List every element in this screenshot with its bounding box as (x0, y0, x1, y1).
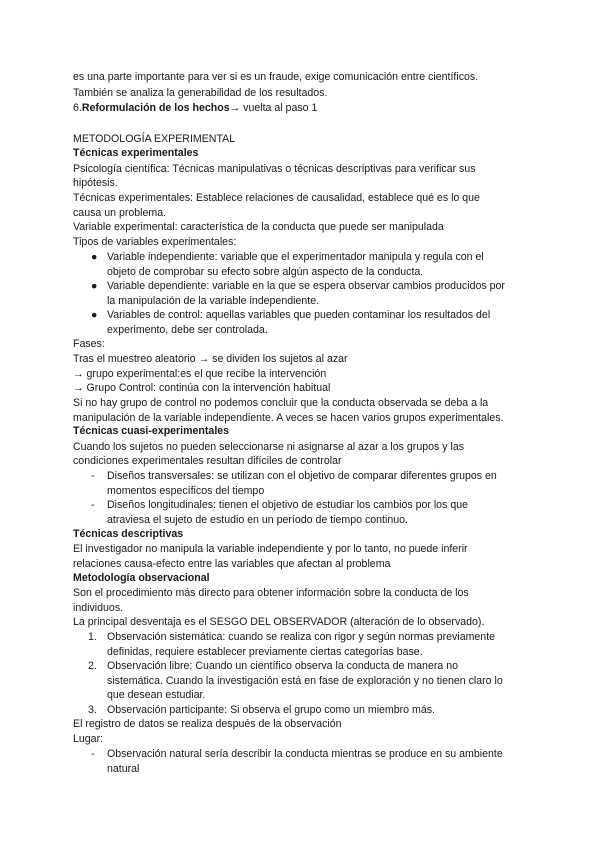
list-item: natural (107, 763, 140, 775)
text-line: La principal desventaja es el SESGO DEL OBSERVADOR (alteración de lo observado). (73, 616, 485, 628)
dash-marker: - (91, 499, 95, 511)
step-6-line (73, 101, 317, 116)
text-line: Variable experimental: característica de la conducta que puede ser manipulada (73, 221, 444, 233)
list-item: Observación participante: Si observa el grupo como un miembro más. (107, 704, 435, 716)
list-item: la manipulación de la variable independiente. (107, 295, 320, 307)
number-marker: 3. (88, 704, 97, 716)
list-item: Diseños longitudinales: tienen el objetivo de estudiar los cambios por los que (107, 499, 468, 511)
list-item: que desean estudiar. (107, 689, 206, 701)
text-line: Lugar: (73, 733, 104, 745)
list-item: definidas, requiere establecer previamente ciertas categorías base. (107, 646, 423, 658)
heading-tecnicas-descriptivas: Técnicas descriptivas (73, 528, 184, 540)
text-line: El investigador no manipula la variable independiente y por lo tanto, no puede inferir (73, 543, 468, 555)
list-item: objeto de comprobar su efecto sobre algún aspecto de la conducta. (107, 266, 424, 278)
bullet-marker: ● (91, 251, 98, 263)
number-marker: 2. (88, 660, 97, 672)
text-line: condiciones experimentales resultan difíciles de controlar (73, 455, 342, 467)
step-title: Reformulación de los hechos (81, 102, 230, 114)
text-line: individuos. (73, 602, 124, 614)
bullet-marker: ● (91, 309, 98, 321)
list-item: experimento, debe ser controlada. (107, 324, 268, 336)
text-line: manipulación de la variable independiente. A veces se hacen varios grupos experimentales. (73, 412, 504, 424)
text-line: causa un problema. (73, 207, 167, 219)
text-line: Tras el muestreo aleatorio → se dividen los sujetos al azar (73, 353, 348, 365)
dash-marker: - (91, 470, 95, 482)
text-line: relaciones causa-efecto entre las variables que afectan al problema (73, 558, 391, 570)
step-text: → vuelta al paso 1 (229, 102, 318, 114)
text-line: El registro de datos se realiza después de la observación (73, 718, 342, 730)
heading-tecnicas-cuasi: Técnicas cuasi-experimentales (73, 425, 230, 437)
list-item: Variables de control: aquellas variables que pueden contaminar los resultados del (107, 309, 491, 321)
heading-tecnicas-experimentales: Técnicas experimentales (73, 147, 199, 159)
dash-marker: - (91, 748, 95, 760)
list-item: atraviesa el sujeto de estudio en un período de tiempo continuo. (107, 514, 408, 526)
text-line: Fases: (73, 338, 105, 350)
text-line: Tipos de variables experimentales: (73, 236, 237, 248)
text-line: Son el procedimiento más directo para obtener información sobre la conducta de los (73, 587, 469, 599)
list-item: Observación natural sería describir la conducta mientras se produce en su ambiente (107, 748, 503, 760)
list-item: Variable dependiente: variable en la que se espera observar cambios producidos por (107, 280, 505, 292)
text-line: Técnicas experimentales: Establece relaciones de causalidad, establece qué es lo que (73, 192, 480, 204)
heading-metodologia-observacional: Metodología observacional (73, 572, 210, 584)
text-line: Psicología científica: Técnicas manipulativas o técnicas descriptivas para verificar sus (73, 163, 476, 175)
list-item: sistemática. Cuando la investigación está en fase de exploración y no tienen claro lo (107, 675, 503, 687)
step-number: 6. (73, 102, 82, 114)
section-title: METODOLOGÍA EXPERIMENTAL (73, 133, 236, 145)
list-item: Observación libre: Cuando un científico observa la conducta de manera no (107, 660, 458, 672)
list-item: Diseños transversales: se utilizan con el objetivo de comparar diferentes grupos en (107, 470, 497, 482)
number-marker: 1. (88, 631, 97, 643)
text-line: También se analiza la generabilidad de los resultados. (73, 87, 328, 99)
text-line: → Grupo Control: continúa con la intervención habitual (73, 382, 331, 394)
list-item: Observación sistemática: cuando se realiza con rigor y según normas previamente (107, 631, 496, 643)
list-item: momentos específicos del tiempo (107, 485, 265, 497)
bullet-marker: ● (91, 280, 98, 292)
text-line: Cuando los sujetos no pueden seleccionarse ni asignarse al azar a los grupos y las (73, 441, 465, 453)
text-line: Si no hay grupo de control no podemos concluir que la conducta observada se deba a la (73, 397, 489, 409)
text-line: → grupo experimental:es el que recibe la intervención (73, 368, 327, 380)
text-line: hipótesis. (73, 177, 118, 189)
list-item: Variable independiente: variable que el experimentador manipula y regula con el (107, 251, 484, 263)
text-line: es una parte importante para ver si es un fraude, exige comunicación entre científicos. (73, 71, 479, 83)
